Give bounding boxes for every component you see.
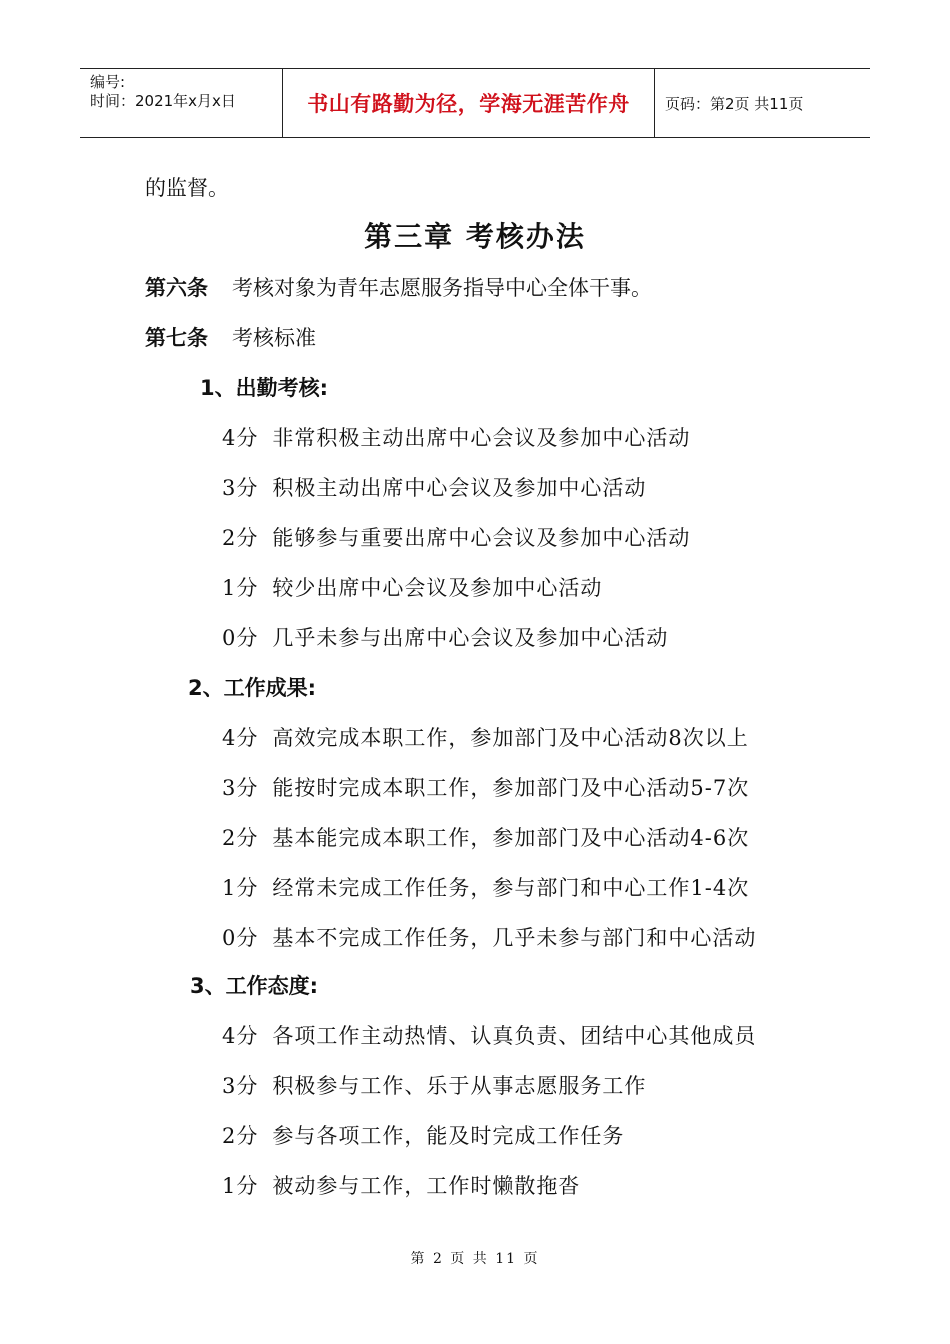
header-meta bbox=[80, 69, 282, 137]
list-item bbox=[222, 1070, 646, 1100]
item-text: 参与各项工作，能及时完成工作任务 bbox=[272, 1124, 625, 1148]
list-item bbox=[222, 622, 668, 652]
item-score: 3分 bbox=[222, 476, 259, 500]
article-text: 考核对象为青年志愿服务指导中心全体干事。 bbox=[232, 276, 652, 300]
article-text: 考核标准 bbox=[232, 326, 316, 350]
list-item bbox=[222, 472, 646, 502]
item-score: 4分 bbox=[222, 726, 259, 750]
item-score: 4分 bbox=[222, 1024, 259, 1048]
list-item bbox=[222, 572, 602, 602]
item-text: 经常未完成工作任务，参与部门和中心工作1-4次 bbox=[272, 876, 750, 900]
item-score: 3分 bbox=[222, 1074, 259, 1098]
item-text: 积极主动出席中心会议及参加中心活动 bbox=[272, 476, 647, 500]
page-info: 页码：第2页 共11页 bbox=[665, 94, 804, 113]
motto-text: 书山有路勤为径，学海无涯苦作舟 bbox=[307, 92, 630, 116]
item-text: 基本能完成本职工作，参加部门及中心活动4-6次 bbox=[272, 826, 750, 850]
item-text: 能够参与重要出席中心会议及参加中心活动 bbox=[272, 526, 691, 550]
list-item bbox=[222, 422, 690, 452]
item-score: 4分 bbox=[222, 426, 259, 450]
article-6 bbox=[145, 272, 652, 302]
date-label: 时间：2021年x月x日 bbox=[90, 92, 236, 110]
item-score: 2分 bbox=[222, 1124, 259, 1148]
item-score: 1分 bbox=[222, 876, 259, 900]
list-item bbox=[222, 1020, 756, 1050]
item-score: 0分 bbox=[222, 626, 259, 650]
page-footer: 第 2 页 共 11 页 bbox=[410, 1251, 540, 1267]
article-label: 第六条 bbox=[145, 276, 208, 300]
intro-text: 的监督。 bbox=[145, 176, 229, 200]
list-item bbox=[222, 822, 749, 852]
chapter-title: 第三章 考核办法 bbox=[364, 220, 586, 253]
item-text: 基本不完成工作任务，几乎未参与部门和中心活动 bbox=[272, 926, 757, 950]
section-heading-attitude: 3、工作态度: bbox=[190, 974, 319, 998]
section-heading-attendance: 1、出勤考核: bbox=[200, 376, 329, 400]
header-motto-cell bbox=[282, 69, 655, 137]
article-label: 第七条 bbox=[145, 326, 208, 350]
item-score: 1分 bbox=[222, 1174, 259, 1198]
header-page-cell bbox=[655, 69, 870, 137]
item-text: 非常积极主动出席中心会议及参加中心活动 bbox=[272, 426, 691, 450]
item-text: 几乎未参与出席中心会议及参加中心活动 bbox=[272, 626, 669, 650]
list-item bbox=[222, 722, 749, 752]
item-score: 2分 bbox=[222, 526, 259, 550]
item-text: 能按时完成本职工作，参加部门及中心活动5-7次 bbox=[272, 776, 750, 800]
list-item bbox=[222, 872, 749, 902]
item-score: 0分 bbox=[222, 926, 259, 950]
item-text: 各项工作主动热情、认真负责、团结中心其他成员 bbox=[272, 1024, 757, 1048]
item-score: 3分 bbox=[222, 776, 259, 800]
list-item bbox=[222, 1120, 624, 1150]
section-heading-results: 2、工作成果: bbox=[188, 676, 317, 700]
list-item bbox=[222, 1170, 580, 1200]
item-text: 积极参与工作、乐于从事志愿服务工作 bbox=[272, 1074, 647, 1098]
number-label: 编号: bbox=[90, 73, 126, 91]
list-item bbox=[222, 772, 749, 802]
list-item bbox=[222, 522, 690, 552]
item-score: 2分 bbox=[222, 826, 259, 850]
item-text: 较少出席中心会议及参加中心活动 bbox=[272, 576, 603, 600]
article-7 bbox=[145, 322, 316, 352]
item-text: 被动参与工作，工作时懒散拖沓 bbox=[272, 1174, 581, 1198]
item-text: 高效完成本职工作，参加部门及中心活动8次以上 bbox=[272, 726, 749, 750]
list-item bbox=[222, 922, 756, 952]
page-header bbox=[80, 68, 870, 138]
item-score: 1分 bbox=[222, 576, 259, 600]
